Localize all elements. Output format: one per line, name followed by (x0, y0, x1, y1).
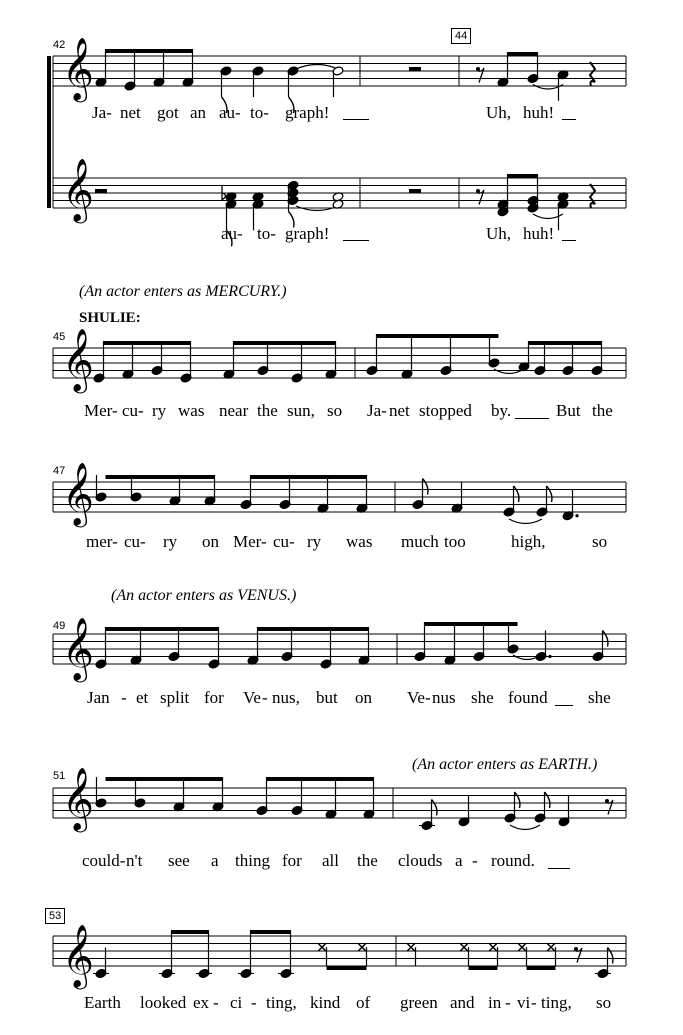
lyric: so (327, 401, 343, 420)
augmentation-dot (575, 514, 578, 517)
stage-direction: (An actor enters as MERCURY.) (79, 283, 287, 300)
lyric: for (204, 688, 224, 707)
eighth-rest (574, 947, 578, 951)
treble-clef-icon: 𝄞 (62, 767, 94, 830)
lyric: a (455, 851, 463, 870)
lyric: kind (310, 993, 341, 1012)
beam (377, 334, 499, 338)
beam (104, 341, 191, 345)
rehearsal-mark-44: 44 (451, 28, 471, 44)
lyric: - (472, 851, 478, 870)
note-flag (289, 97, 294, 113)
lyric: - (262, 688, 268, 707)
lyric: au- (219, 103, 241, 122)
system-bracket (47, 56, 51, 208)
lyric: nus, (272, 688, 300, 707)
beam (529, 341, 602, 345)
quarter-rest (590, 62, 595, 86)
x-notehead (518, 943, 526, 951)
lyric: so (596, 993, 612, 1012)
half-rest (409, 189, 421, 193)
rehearsal-mark-53: 53 (45, 908, 65, 924)
lyric: clouds (398, 851, 443, 870)
beam (251, 475, 367, 479)
lyric: au- (221, 224, 243, 243)
half-rest (95, 189, 107, 193)
x-notehead (547, 943, 555, 951)
note-flag (222, 97, 227, 113)
lyric: Ve (243, 688, 261, 707)
x-notehead (407, 943, 415, 951)
lyric: cu- (273, 532, 295, 551)
lyric: the (592, 401, 613, 420)
tie (509, 519, 542, 524)
beam (469, 966, 498, 970)
lyric: nus (432, 688, 456, 707)
lyric: Mer- (84, 401, 118, 420)
lyric: Uh, (486, 103, 512, 122)
note-flag (423, 479, 428, 495)
treble-clef-icon: 𝄞 (62, 462, 94, 525)
lyric: the (257, 401, 278, 420)
lyric: sun, (287, 401, 315, 420)
lyric: high, (511, 532, 546, 551)
lyric: so (592, 532, 608, 551)
lyric: in (488, 993, 502, 1012)
beam (251, 930, 291, 934)
lyric: on (202, 532, 219, 551)
lyric: got (157, 103, 179, 122)
beam (527, 966, 556, 970)
lyric: a (211, 851, 219, 870)
quarter-rest (590, 184, 595, 208)
beam (234, 341, 336, 345)
x-notehead (318, 943, 326, 951)
note-flag (227, 230, 232, 246)
lyric: ry (152, 401, 167, 420)
lyric: Uh, (486, 224, 512, 243)
lyric: on (355, 688, 372, 707)
beam (425, 622, 518, 626)
lyric: thing (235, 851, 270, 870)
lyric: ry (307, 532, 322, 551)
lyric: graph! (285, 103, 330, 122)
lyric: Ja- (92, 103, 112, 122)
lyric: - (121, 688, 127, 707)
lyric: But (556, 401, 581, 420)
eighth-rest (605, 799, 609, 803)
x-notehead (460, 943, 468, 951)
lyric: she (471, 688, 494, 707)
beam (106, 777, 223, 781)
measure-number-47: 47 (53, 465, 66, 477)
lyric: green (400, 993, 438, 1012)
eighth-rest (476, 67, 480, 71)
lyric: Ve- (407, 688, 431, 707)
lyric: Ja- (367, 401, 387, 420)
treble-clef-icon: 𝄞 (62, 924, 94, 987)
lyric: Jan (87, 688, 110, 707)
note-flag (547, 486, 552, 502)
beam (508, 52, 538, 56)
note-flag (289, 212, 294, 228)
note-flag (514, 486, 519, 502)
lyric: to- (250, 103, 269, 122)
note-flag (432, 800, 437, 816)
lyric: mer- (86, 532, 118, 551)
treble-clef-icon: 𝄞 (62, 617, 94, 680)
treble-clef-icon: 𝄞 (62, 37, 94, 100)
lyric: huh! (523, 224, 555, 243)
lyric: was (178, 401, 205, 420)
treble-clef-icon: 𝄞 (62, 158, 94, 221)
beam (106, 49, 193, 53)
lyric: to- (257, 224, 276, 243)
flat-sign (222, 185, 226, 200)
lyric: and (450, 993, 475, 1012)
lyric: graph! (285, 224, 330, 243)
lyric: - (531, 993, 537, 1012)
lyric: much (401, 532, 439, 551)
lyric: n't (126, 851, 143, 870)
lyric: ting, (541, 993, 572, 1012)
measure-number-49: 49 (53, 620, 66, 632)
augmentation-dot (548, 655, 551, 658)
tie (296, 65, 338, 70)
stage-direction: (An actor enters as EARTH.) (412, 756, 598, 773)
lyric: cu- (122, 401, 144, 420)
tie (510, 825, 540, 830)
lyric: near (219, 401, 249, 420)
lyric: could- (82, 851, 126, 870)
lyric: by. (491, 401, 512, 420)
lyric: stopped (419, 401, 472, 420)
treble-clef-icon: 𝄞 (62, 328, 94, 391)
stage-direction: (An actor enters as VENUS.) (111, 587, 297, 604)
eighth-rest (476, 189, 480, 193)
measure-number-42: 42 (53, 39, 66, 51)
x-notehead (358, 943, 366, 951)
beam (106, 627, 219, 631)
note-flag (608, 948, 613, 964)
lyric: all (322, 851, 339, 870)
character-name: SHULIE: (79, 310, 141, 326)
lyric: ting, (266, 993, 297, 1012)
lyric: split (160, 688, 190, 707)
lyric: huh! (523, 103, 555, 122)
measure-number-51: 51 (53, 770, 66, 782)
lyric: an (190, 103, 207, 122)
beam (508, 174, 538, 178)
lyric: ex (193, 993, 210, 1012)
lyric: et (136, 688, 149, 707)
beam (258, 627, 369, 631)
lyric: Mer- (233, 532, 267, 551)
lyric: too (444, 532, 466, 551)
lyric: cu- (124, 532, 146, 551)
note-flag (603, 631, 608, 647)
lyric: Earth (84, 993, 121, 1012)
lyric: but (316, 688, 338, 707)
lyric: she (588, 688, 611, 707)
lyric: see (168, 851, 190, 870)
lyric: - (505, 993, 511, 1012)
lyric: found (508, 688, 548, 707)
beam (327, 966, 367, 970)
lyric: ry (163, 532, 178, 551)
measure-number-45: 45 (53, 331, 66, 343)
beam (267, 777, 374, 781)
lyric: looked (140, 993, 187, 1012)
beam (172, 930, 209, 934)
lyric: the (357, 851, 378, 870)
lyric: for (282, 851, 302, 870)
note-flag (515, 792, 520, 808)
lyric: ci (230, 993, 243, 1012)
beam (106, 475, 215, 479)
lyric: net (389, 401, 410, 420)
lyric: vi (517, 993, 531, 1012)
note-flag (545, 792, 550, 808)
x-notehead (489, 943, 497, 951)
half-rest (409, 67, 421, 71)
lyric: net (120, 103, 141, 122)
lyric: - (251, 993, 257, 1012)
lyric: of (356, 993, 371, 1012)
lyric: was (346, 532, 373, 551)
lyric: round. (491, 851, 535, 870)
lyric: - (213, 993, 219, 1012)
